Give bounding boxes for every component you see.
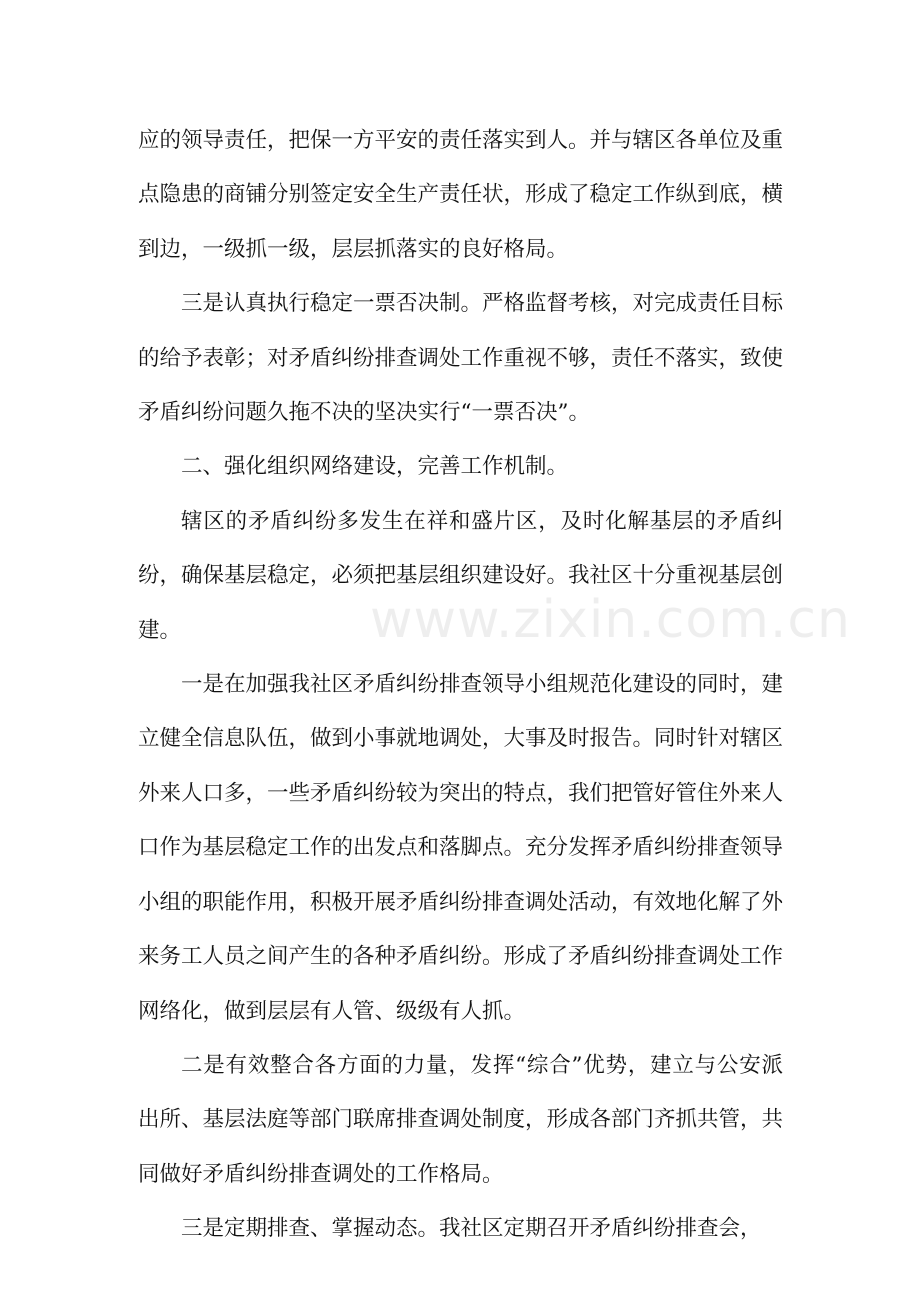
watermark: www.zixin.com.cn xyxy=(370,590,851,650)
document-body xyxy=(138,114,783,1257)
paragraph-2: 三是认真执行稳定一票否决制。严格监督考核，对完成责任目标的给予表彰；对矛盾纠纷排查调处工作重视不够，责任不落实，致使矛盾纠纷问题久拖不决的坚决实行“一票否决”。 xyxy=(138,291,784,426)
paragraph-5: 二是有效整合各方面的力量，发挥“综合”优势，建立与公安派出所、基层法庭等部门联席排查调处制度，形成各部门齐抓共管，共同做好矛盾纠纷排查调处的工作格局。 xyxy=(138,1052,784,1187)
paragraph-4: 一是在加强我社区矛盾纠纷排查领导小组规范化建设的同时，建立健全信息队伍，做到小事就地调处，大事及时报告。同时针对辖区外来人口多，一些矛盾纠纷较为突出的特点，我们把管好管住外来人口作为基层稳定工作的出发点和落脚点。充分发挥矛盾纠纷排查领导小组的职能作用，积极开展矛盾纠纷排查调处活动，有效地化解了外来务工人员之间产生的各种矛盾纠纷。形成了矛盾纠纷排查调处工作网络化，做到层层有人管、级级有人抓。 xyxy=(138,672,784,1024)
paragraph-3: 辖区的矛盾纠纷多发生在祥和盛片区，及时化解基层的矛盾纠纷，确保基层稳定，必须把基层组织建设好。我社区十分重视基层创建。 xyxy=(138,508,784,643)
section-heading: 二、强化组织网络建设，完善工作机制。 xyxy=(181,454,569,480)
paragraph-6: 三是定期排查、掌握动态。我社区定期召开矛盾纠纷排查会， xyxy=(181,1216,762,1242)
paragraph-1: 应的领导责任，把保一方平安的责任落实到人。并与辖区各单位及重点隐患的商铺分别签定安全生产责任状，形成了稳定工作纵到底，横到边，一级抓一级，层层抓落实的良好格局。 xyxy=(138,128,784,262)
